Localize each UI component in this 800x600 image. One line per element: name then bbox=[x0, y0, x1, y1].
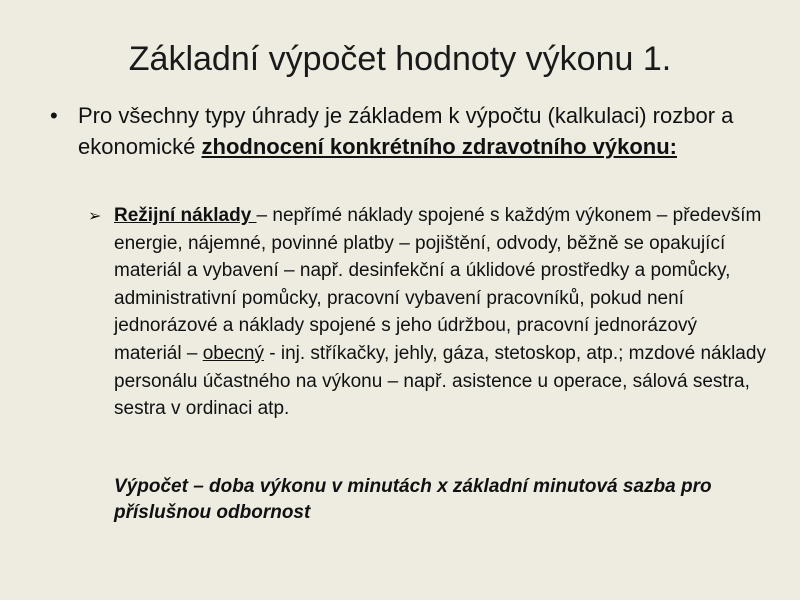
bullet-level-1-emphasis: zhodnocení konkrétního zdravotního výkonu: bbox=[201, 134, 677, 159]
calculation-note: Výpočet – doba výkonu v minutách x základní minutová sazba pro příslušnou odbornost bbox=[114, 476, 712, 523]
bullet-level-2-text-a: – nepřímé náklady spojené s každým výkonem – především energie, nájemné, povinné platby – pojištění, odvody, běžně se opakující materiál a vybavení – např. desinfekční a úklidové prostředky a pomůcky, administrativní pomůcky, pracovní vybavení pracovníků, pokud není jednorázové a náklady spojené s jeho údržbou, pracovní jednorázový materiál – bbox=[114, 205, 762, 364]
arrow-bullet-icon: ➢ bbox=[88, 208, 102, 225]
bullet-level-2-text bbox=[114, 202, 768, 423]
bullet-level-1 bbox=[50, 100, 740, 162]
slide-title: Základní výpočet hodnoty výkonu 1. bbox=[128, 40, 672, 78]
bullet-dot-icon: • bbox=[50, 103, 58, 128]
bullet-level-2 bbox=[88, 202, 768, 423]
bullet-level-2-underlined-word: obecný bbox=[202, 342, 264, 364]
bullet-level-2-text-b: - inj. stříkačky, jehly, gáza, stetoskop, atp.; mzdové náklady personálu účastného na výkonu – např. asistence u operace, sálová sestra, sestra v ordinaci atp. bbox=[114, 342, 766, 420]
bullet-level-1-plain: Pro všechny typy úhrady je základem k výpočtu (kalkulaci) rozbor a ekonomické bbox=[78, 103, 734, 159]
bullet-level-1-text bbox=[78, 100, 740, 162]
bullet-level-2-term: Režijní náklady bbox=[114, 205, 257, 226]
